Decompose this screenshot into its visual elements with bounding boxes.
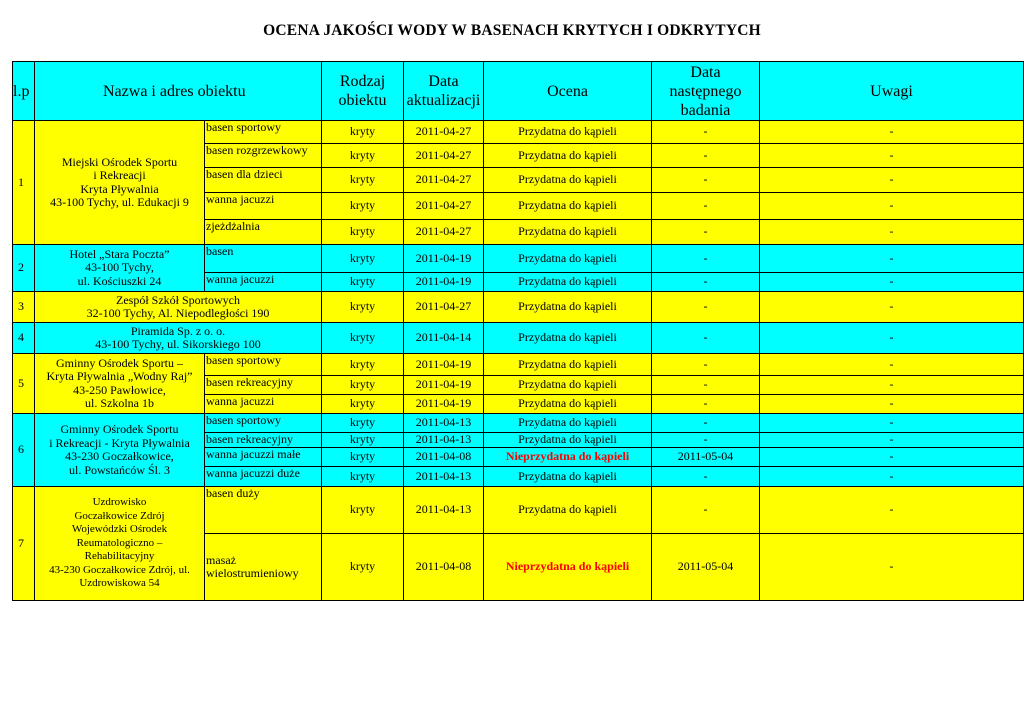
object-type: kryty xyxy=(322,220,404,245)
page-title: OCENA JAKOŚCI WODY W BASENACH KRYTYCH I ODKRYTYCH xyxy=(263,22,761,39)
object-name-line: Reumatologiczno – xyxy=(76,536,163,549)
table-row xyxy=(13,414,1024,433)
object-name xyxy=(35,292,322,323)
update-date: 2011-04-14 xyxy=(404,323,484,354)
update-date: 2011-04-19 xyxy=(404,273,484,292)
next-test-date: - xyxy=(652,414,760,433)
notes: - xyxy=(760,168,1024,193)
rating: Przydatna do kąpieli xyxy=(484,193,652,220)
pool-name xyxy=(205,534,322,601)
pool-name: basen rozgrzewkowy xyxy=(205,144,322,168)
table-row xyxy=(13,121,1024,144)
rating: Przydatna do kąpieli xyxy=(484,354,652,376)
notes: - xyxy=(760,121,1024,144)
next-test-date: - xyxy=(652,168,760,193)
rating: Przydatna do kąpieli xyxy=(484,220,652,245)
update-date: 2011-04-13 xyxy=(404,433,484,448)
object-name-line: Gminny Ośrodek Sportu – xyxy=(56,355,183,370)
object-name-line: Hotel „Stara Poczta” xyxy=(69,246,170,261)
object-name-line: Zespół Szkół Sportowych xyxy=(116,292,240,307)
object-type: kryty xyxy=(322,376,404,395)
rating: Przydatna do kąpieli xyxy=(484,414,652,433)
object-name-line: ul. Kościuszki 24 xyxy=(77,273,162,288)
object-name-line: Kryta Pływalnia „Wodny Raj” xyxy=(46,369,193,383)
object-name-line: i Rekreacji - Kryta Pływalnia xyxy=(49,435,190,450)
object-type: kryty xyxy=(322,414,404,433)
object-type: kryty xyxy=(322,144,404,168)
rating: Przydatna do kąpieli xyxy=(484,487,652,534)
next-test-date: - xyxy=(652,487,760,534)
rating: Przydatna do kąpieli xyxy=(484,168,652,193)
object-name-line: 43-100 Tychy, xyxy=(85,260,154,275)
object-name-line: Uzdrowiskowa 54 xyxy=(79,577,160,590)
row-number: 4 xyxy=(13,323,35,354)
table-row xyxy=(13,245,1024,273)
next-test-date: - xyxy=(652,245,760,273)
object-type: kryty xyxy=(322,354,404,376)
object-name-line: ul. Powstańców Śl. 3 xyxy=(68,462,170,477)
table-row xyxy=(13,292,1024,323)
update-date: 2011-04-13 xyxy=(404,487,484,534)
object-type: kryty xyxy=(322,245,404,273)
object-name-line: Rehabilitacyjny xyxy=(84,550,155,563)
update-date: 2011-04-08 xyxy=(404,534,484,601)
header-name: Nazwa i adres obiektu xyxy=(35,62,322,121)
notes: - xyxy=(760,220,1024,245)
update-date: 2011-04-19 xyxy=(404,395,484,414)
pool-name: basen xyxy=(205,245,322,273)
notes: - xyxy=(760,534,1024,601)
next-test-date: - xyxy=(652,121,760,144)
object-name xyxy=(35,323,322,354)
pool-name: basen sportowy xyxy=(205,354,322,376)
object-name-line: Goczałkowice Zdrój xyxy=(74,509,165,522)
notes: - xyxy=(760,414,1024,433)
pool-name: basen duży xyxy=(205,487,322,534)
row-number: 7 xyxy=(13,487,35,601)
next-test-date: 2011-05-04 xyxy=(652,448,760,467)
header-row xyxy=(13,62,1024,121)
update-date: 2011-04-27 xyxy=(404,144,484,168)
pool-name: basen dla dzieci xyxy=(205,168,322,193)
row-number: 3 xyxy=(13,292,35,323)
rating: Przydatna do kąpieli xyxy=(484,121,652,144)
next-test-date: - xyxy=(652,292,760,323)
pool-name: wanna jacuzzi xyxy=(205,193,322,220)
pool-name: zjeżdżalnia xyxy=(205,220,322,245)
table-row xyxy=(13,354,1024,376)
notes: - xyxy=(760,448,1024,467)
notes: - xyxy=(760,487,1024,534)
header-rating: Ocena xyxy=(484,62,652,121)
row-number: 1 xyxy=(13,121,35,245)
table-row xyxy=(13,487,1024,534)
object-type: kryty xyxy=(322,292,404,323)
object-name xyxy=(35,487,205,601)
object-name xyxy=(35,121,205,245)
next-test-date: - xyxy=(652,144,760,168)
object-name-line: Gminny Ośrodek Sportu xyxy=(60,422,179,436)
table-row xyxy=(13,323,1024,354)
object-name-line: Uzdrowisko xyxy=(92,496,147,509)
notes: - xyxy=(760,273,1024,292)
next-test-date: - xyxy=(652,395,760,414)
header-next-date: Data następnego badania xyxy=(652,62,760,121)
next-test-date: - xyxy=(652,323,760,354)
object-name-line: 43-250 Pawłowice, xyxy=(73,382,166,397)
object-name-line: i Rekreacji xyxy=(93,168,146,182)
pool-name: basen rekreacyjny xyxy=(205,433,322,448)
update-date: 2011-04-27 xyxy=(404,121,484,144)
row-number: 6 xyxy=(13,414,35,487)
object-name-line: 43-100 Tychy, ul. Sikorskiego 100 xyxy=(95,337,261,351)
next-test-date: - xyxy=(652,433,760,448)
pool-name: basen rekreacyjny xyxy=(205,376,322,395)
rating: Przydatna do kąpieli xyxy=(484,292,652,323)
rating: Przydatna do kąpieli xyxy=(484,376,652,395)
water-quality-table xyxy=(12,61,1024,601)
header-type: Rodzaj obiektu xyxy=(322,62,404,121)
next-test-date: - xyxy=(652,467,760,487)
object-type: kryty xyxy=(322,168,404,193)
object-type: kryty xyxy=(322,433,404,448)
rating-unfit: Nieprzydatna do kąpieli xyxy=(484,448,652,467)
update-date: 2011-04-13 xyxy=(404,414,484,433)
object-name-line: 43-230 Goczałkowice Zdrój, ul. xyxy=(49,563,190,576)
object-type: kryty xyxy=(322,395,404,414)
update-date: 2011-04-27 xyxy=(404,168,484,193)
header-lp: l.p xyxy=(13,62,35,121)
rating: Przydatna do kąpieli xyxy=(484,273,652,292)
object-type: kryty xyxy=(322,323,404,354)
rating: Przydatna do kąpieli xyxy=(484,433,652,448)
update-date: 2011-04-27 xyxy=(404,292,484,323)
object-type: kryty xyxy=(322,193,404,220)
header-notes: Uwagi xyxy=(760,62,1024,121)
pool-name: wanna jacuzzi małe xyxy=(205,448,322,467)
row-number: 2 xyxy=(13,245,35,292)
object-name-line: Wojewódzki Ośrodek xyxy=(71,523,168,536)
update-date: 2011-04-27 xyxy=(404,193,484,220)
next-test-date: - xyxy=(652,193,760,220)
object-type: kryty xyxy=(322,121,404,144)
row-number: 5 xyxy=(13,354,35,414)
object-name xyxy=(35,354,205,414)
next-test-date: 2011-05-04 xyxy=(652,534,760,601)
update-date: 2011-04-19 xyxy=(404,245,484,273)
update-date: 2011-04-19 xyxy=(404,376,484,395)
object-name-line: 43-230 Goczałkowice, xyxy=(65,449,174,463)
object-type: kryty xyxy=(322,467,404,487)
rating: Przydatna do kąpieli xyxy=(484,467,652,487)
pool-name: wanna jacuzzi xyxy=(205,395,322,414)
update-date: 2011-04-13 xyxy=(404,467,484,487)
update-date: 2011-04-08 xyxy=(404,448,484,467)
notes: - xyxy=(760,395,1024,414)
update-date: 2011-04-27 xyxy=(404,220,484,245)
object-name-line: 32-100 Tychy, Al. Niepodległości 190 xyxy=(86,306,270,320)
notes: - xyxy=(760,292,1024,323)
update-date: 2011-04-19 xyxy=(404,354,484,376)
notes: - xyxy=(760,193,1024,220)
header-date: Data aktualizacji xyxy=(404,62,484,121)
object-type: kryty xyxy=(322,273,404,292)
pool-name-line: wielostrumieniowy xyxy=(206,566,299,580)
pool-name: basen sportowy xyxy=(205,121,322,144)
notes: - xyxy=(760,245,1024,273)
object-type: kryty xyxy=(322,487,404,534)
rating: Przydatna do kąpieli xyxy=(484,144,652,168)
object-name xyxy=(35,414,205,487)
pool-name: wanna jacuzzi xyxy=(205,273,322,292)
notes: - xyxy=(760,467,1024,487)
notes: - xyxy=(760,376,1024,395)
notes: - xyxy=(760,433,1024,448)
object-name-line: Kryta Pływalnia xyxy=(80,181,159,196)
next-test-date: - xyxy=(652,220,760,245)
object-name-line: 43-100 Tychy, ul. Edukacji 9 xyxy=(50,195,189,209)
rating: Przydatna do kąpieli xyxy=(484,395,652,414)
pool-name: wanna jacuzzi duże xyxy=(205,467,322,487)
notes: - xyxy=(760,144,1024,168)
object-name-line: ul. Szkolna 1b xyxy=(85,396,154,410)
object-type: kryty xyxy=(322,534,404,601)
next-test-date: - xyxy=(652,273,760,292)
rating: Przydatna do kąpieli xyxy=(484,323,652,354)
pool-name-line: masaż xyxy=(206,552,236,567)
notes: - xyxy=(760,323,1024,354)
next-test-date: - xyxy=(652,376,760,395)
rating-unfit: Nieprzydatna do kąpieli xyxy=(484,534,652,601)
object-name xyxy=(35,245,205,292)
object-name-line: Miejski Ośrodek Sportu xyxy=(61,154,178,169)
notes: - xyxy=(760,354,1024,376)
rating: Przydatna do kąpieli xyxy=(484,245,652,273)
object-type: kryty xyxy=(322,448,404,467)
object-name-line: Piramida Sp. z o. o. xyxy=(130,323,226,338)
next-test-date: - xyxy=(652,354,760,376)
pool-name: basen sportowy xyxy=(205,414,322,433)
